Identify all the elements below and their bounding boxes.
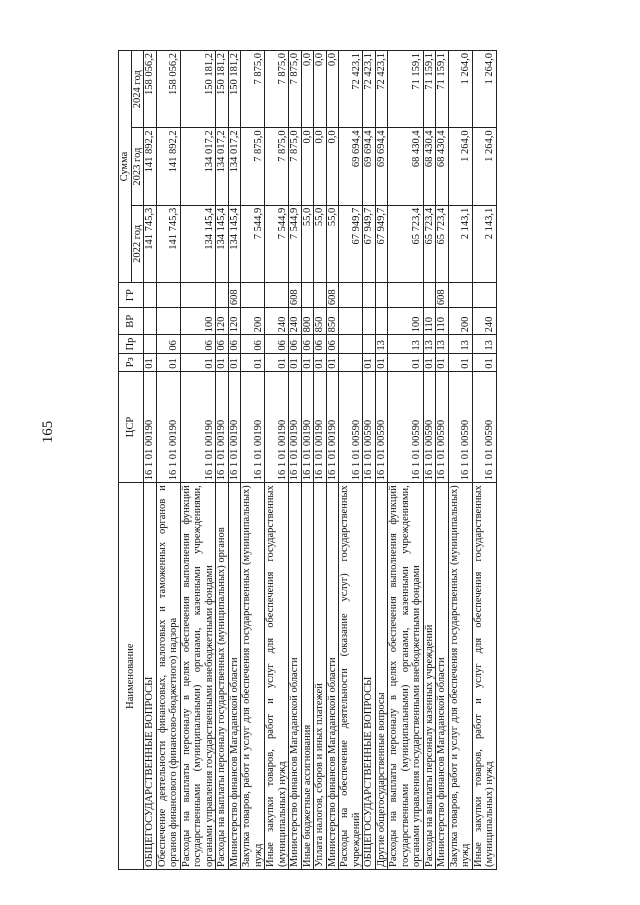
cell-rz: 01 <box>423 353 436 371</box>
cell-pr: 06 <box>216 335 229 353</box>
header-name: Наименование <box>119 483 144 870</box>
cell-csr: 16 1 01 00590 <box>472 371 496 482</box>
cell-2022: 55,0 <box>326 205 339 282</box>
cell-vr: 850 <box>326 308 339 335</box>
cell-csr: 16 1 01 00190 <box>289 371 302 482</box>
cell-rz: 01 <box>216 353 229 371</box>
cell-vr <box>144 308 157 335</box>
cell-2022: 67 949,7 <box>375 205 388 282</box>
cell-vr: 200 <box>241 308 265 335</box>
cell-csr: 16 1 01 00190 <box>180 371 216 482</box>
table-row <box>180 51 216 870</box>
cell-2023: 141 892,2 <box>144 128 157 205</box>
cell-vr <box>375 308 388 335</box>
cell-2023: 134 017,2 <box>228 128 241 205</box>
cell-2022: 134 145,4 <box>228 205 241 282</box>
cell-2022: 7 544,9 <box>289 205 302 282</box>
cell-csr: 16 1 01 00590 <box>375 371 388 482</box>
cell-gr <box>472 283 496 308</box>
table-row <box>339 51 363 870</box>
cell-gr <box>339 283 363 308</box>
header-sum: Сумма <box>119 51 132 283</box>
cell-vr: 120 <box>228 308 241 335</box>
cell-rz: 01 <box>472 353 496 371</box>
cell-pr: 06 <box>156 335 180 353</box>
cell-2023: 0,0 <box>314 128 327 205</box>
header-rz: Рз <box>119 353 144 371</box>
cell-name: Закупка товаров, работ и услуг для обеспечения государственных (муниципальных) нужд <box>448 483 472 870</box>
cell-2022: 7 544,9 <box>241 205 265 282</box>
table-row <box>423 51 436 870</box>
table-row <box>314 51 327 870</box>
table-row <box>156 51 180 870</box>
cell-2024: 0,0 <box>301 51 314 128</box>
cell-rz: 01 <box>144 353 157 371</box>
cell-rz: 01 <box>448 353 472 371</box>
cell-csr: 16 1 01 00590 <box>339 371 363 482</box>
cell-2022: 141 745,3 <box>144 205 157 282</box>
cell-2024: 72 423,1 <box>363 51 376 128</box>
table-row <box>301 51 314 870</box>
cell-pr <box>339 335 363 353</box>
table-row <box>144 51 157 870</box>
table-row <box>436 51 449 870</box>
cell-2022: 2 143,1 <box>472 205 496 282</box>
cell-vr: 850 <box>314 308 327 335</box>
cell-2024: 150 181,2 <box>216 51 229 128</box>
cell-2023: 68 430,4 <box>436 128 449 205</box>
cell-2024: 72 423,1 <box>375 51 388 128</box>
cell-rz: 01 <box>314 353 327 371</box>
cell-vr <box>156 308 180 335</box>
cell-2024: 158 056,2 <box>144 51 157 128</box>
cell-2022: 65 723,4 <box>423 205 436 282</box>
cell-pr: 13 <box>423 335 436 353</box>
cell-2022: 7 544,9 <box>265 205 289 282</box>
header-vr: ВР <box>119 308 144 335</box>
cell-csr: 16 1 01 00190 <box>241 371 265 482</box>
cell-gr: 608 <box>289 283 302 308</box>
cell-2022: 55,0 <box>301 205 314 282</box>
cell-2022: 141 745,3 <box>156 205 180 282</box>
cell-2022: 65 723,4 <box>388 205 424 282</box>
cell-2024: 7 875,0 <box>265 51 289 128</box>
cell-gr <box>216 283 229 308</box>
cell-gr <box>363 283 376 308</box>
cell-csr: 16 1 01 00590 <box>436 371 449 482</box>
cell-rz: 01 <box>436 353 449 371</box>
cell-2023: 68 430,4 <box>423 128 436 205</box>
cell-gr <box>301 283 314 308</box>
cell-gr: 608 <box>326 283 339 308</box>
table-row <box>241 51 265 870</box>
cell-vr: 120 <box>216 308 229 335</box>
cell-csr: 16 1 01 00590 <box>388 371 424 482</box>
cell-name: Уплата налогов, сборов и иных платежей <box>314 483 327 870</box>
cell-vr: 240 <box>289 308 302 335</box>
table-row <box>289 51 302 870</box>
cell-gr: 608 <box>436 283 449 308</box>
cell-pr <box>144 335 157 353</box>
cell-vr: 200 <box>448 308 472 335</box>
cell-vr: 240 <box>472 308 496 335</box>
cell-2023: 7 875,0 <box>265 128 289 205</box>
cell-2023: 69 694,4 <box>363 128 376 205</box>
cell-pr: 13 <box>436 335 449 353</box>
cell-2024: 158 056,2 <box>156 51 180 128</box>
cell-name: Министерство финансов Магаданской области <box>436 483 449 870</box>
cell-csr: 16 1 01 00190 <box>301 371 314 482</box>
cell-2024: 0,0 <box>326 51 339 128</box>
cell-2023: 134 017,2 <box>180 128 216 205</box>
cell-2024: 1 264,0 <box>472 51 496 128</box>
cell-csr: 16 1 01 00190 <box>156 371 180 482</box>
cell-name: Министерство финансов Магаданской области <box>228 483 241 870</box>
cell-vr: 100 <box>180 308 216 335</box>
cell-gr <box>265 283 289 308</box>
cell-name: ОБЩЕГОСУДАРСТВЕННЫЕ ВОПРОСЫ <box>363 483 376 870</box>
cell-vr <box>339 308 363 335</box>
cell-name: Расходы на выплаты персоналу казенных учреждений <box>423 483 436 870</box>
cell-name: Министерство финансов Магаданской области <box>289 483 302 870</box>
cell-csr: 16 1 01 00590 <box>363 371 376 482</box>
cell-pr: 13 <box>472 335 496 353</box>
cell-csr: 16 1 01 00190 <box>216 371 229 482</box>
cell-name: Иные бюджетные ассигнования <box>301 483 314 870</box>
cell-csr: 16 1 01 00190 <box>314 371 327 482</box>
cell-vr: 110 <box>423 308 436 335</box>
cell-2024: 1 264,0 <box>448 51 472 128</box>
budget-table-container <box>118 50 588 870</box>
cell-2023: 1 264,0 <box>472 128 496 205</box>
cell-pr: 13 <box>388 335 424 353</box>
cell-pr: 06 <box>228 335 241 353</box>
cell-2022: 134 145,4 <box>180 205 216 282</box>
cell-2022: 2 143,1 <box>448 205 472 282</box>
cell-rz: 01 <box>289 353 302 371</box>
header-pr: Пр <box>119 335 144 353</box>
table-row <box>472 51 496 870</box>
table-body <box>144 51 497 870</box>
cell-pr: 06 <box>289 335 302 353</box>
cell-gr <box>375 283 388 308</box>
cell-2023: 0,0 <box>301 128 314 205</box>
cell-rz: 01 <box>363 353 376 371</box>
table-row <box>228 51 241 870</box>
cell-gr: 608 <box>228 283 241 308</box>
table-row <box>388 51 424 870</box>
cell-name: Закупка товаров, работ и услуг для обеспечения государственных (муниципальных) нужд <box>241 483 265 870</box>
cell-pr: 06 <box>180 335 216 353</box>
header-csr: ЦСР <box>119 371 144 482</box>
table-row <box>265 51 289 870</box>
cell-rz: 01 <box>375 353 388 371</box>
cell-gr <box>180 283 216 308</box>
cell-gr <box>423 283 436 308</box>
cell-name: Расходы на выплаты персоналу государственных (муниципальных) органов <box>216 483 229 870</box>
cell-2024: 7 875,0 <box>289 51 302 128</box>
cell-pr: 06 <box>241 335 265 353</box>
cell-vr <box>363 308 376 335</box>
header-2022: 2022 год <box>131 205 144 282</box>
cell-name: Другие общегосударственные вопросы <box>375 483 388 870</box>
cell-2024: 71 159,1 <box>388 51 424 128</box>
cell-2023: 1 264,0 <box>448 128 472 205</box>
cell-name: Обеспечение деятельности финансовых, налоговых и таможенных органов и органов финансового (финансово-бюджетного) надзора <box>156 483 180 870</box>
cell-2024: 71 159,1 <box>436 51 449 128</box>
cell-rz: 01 <box>326 353 339 371</box>
cell-name: Расходы на выплаты персоналу в целях обеспечения выполнения функций государственными (муниципальными) органами, казенными учреждениями, органами управления государственными внебюджетными фондами <box>388 483 424 870</box>
cell-2024: 71 159,1 <box>423 51 436 128</box>
cell-gr <box>156 283 180 308</box>
cell-2024: 7 875,0 <box>241 51 265 128</box>
cell-csr: 16 1 01 00190 <box>326 371 339 482</box>
cell-name: Иные закупки товаров, работ и услуг для обеспечения государственных (муниципальных) нужд <box>472 483 496 870</box>
cell-2023: 141 892,2 <box>156 128 180 205</box>
cell-2022: 67 949,7 <box>339 205 363 282</box>
cell-rz: 01 <box>241 353 265 371</box>
cell-gr <box>144 283 157 308</box>
cell-2023: 7 875,0 <box>289 128 302 205</box>
cell-rz: 01 <box>180 353 216 371</box>
cell-2022: 55,0 <box>314 205 327 282</box>
cell-csr: 16 1 01 00190 <box>144 371 157 482</box>
cell-2023: 0,0 <box>326 128 339 205</box>
cell-gr <box>448 283 472 308</box>
cell-pr <box>363 335 376 353</box>
cell-gr <box>388 283 424 308</box>
cell-vr: 100 <box>388 308 424 335</box>
cell-2024: 72 423,1 <box>339 51 363 128</box>
cell-name: Расходы на выплаты персоналу в целях обеспечения выполнения функций государственными (муниципальными) органами, казенными учреждениями, органами управления государственными внебюджетными фондами <box>180 483 216 870</box>
cell-csr: 16 1 01 00190 <box>265 371 289 482</box>
cell-rz: 01 <box>156 353 180 371</box>
cell-pr: 06 <box>265 335 289 353</box>
table-header <box>119 51 144 870</box>
table-row <box>448 51 472 870</box>
header-2023: 2023 год <box>131 128 144 205</box>
cell-rz <box>339 353 363 371</box>
page-number: 165 <box>40 420 56 444</box>
cell-csr: 16 1 01 00590 <box>423 371 436 482</box>
cell-vr: 240 <box>265 308 289 335</box>
cell-2023: 69 694,4 <box>339 128 363 205</box>
cell-name: ОБЩЕГОСУДАРСТВЕННЫЕ ВОПРОСЫ <box>144 483 157 870</box>
cell-pr: 06 <box>301 335 314 353</box>
cell-csr: 16 1 01 00590 <box>448 371 472 482</box>
table-row <box>375 51 388 870</box>
cell-name: Министерство финансов Магаданской области <box>326 483 339 870</box>
cell-2022: 134 145,4 <box>216 205 229 282</box>
cell-2022: 65 723,4 <box>436 205 449 282</box>
cell-2024: 150 181,2 <box>180 51 216 128</box>
cell-rz: 01 <box>301 353 314 371</box>
cell-2023: 134 017,2 <box>216 128 229 205</box>
cell-name: Иные закупки товаров, работ и услуг для обеспечения государственных (муниципальных) нужд <box>265 483 289 870</box>
cell-rz: 01 <box>388 353 424 371</box>
cell-gr <box>314 283 327 308</box>
cell-2024: 150 181,2 <box>228 51 241 128</box>
table-row <box>216 51 229 870</box>
table-row <box>363 51 376 870</box>
header-gr: ГР <box>119 283 144 308</box>
cell-rz: 01 <box>228 353 241 371</box>
cell-pr: 06 <box>326 335 339 353</box>
cell-2023: 7 875,0 <box>241 128 265 205</box>
header-2024: 2024 год <box>131 51 144 128</box>
cell-2024: 0,0 <box>314 51 327 128</box>
cell-vr: 110 <box>436 308 449 335</box>
cell-2023: 69 694,4 <box>375 128 388 205</box>
cell-name: Расходы на обеспечение деятельности (оказание услуг) государственных учреждений <box>339 483 363 870</box>
cell-pr: 06 <box>314 335 327 353</box>
cell-2022: 67 949,7 <box>363 205 376 282</box>
cell-vr: 800 <box>301 308 314 335</box>
budget-table <box>118 50 497 870</box>
cell-rz: 01 <box>265 353 289 371</box>
table-row <box>326 51 339 870</box>
cell-pr: 13 <box>375 335 388 353</box>
cell-gr <box>241 283 265 308</box>
cell-2023: 68 430,4 <box>388 128 424 205</box>
cell-csr: 16 1 01 00190 <box>228 371 241 482</box>
cell-pr: 13 <box>448 335 472 353</box>
